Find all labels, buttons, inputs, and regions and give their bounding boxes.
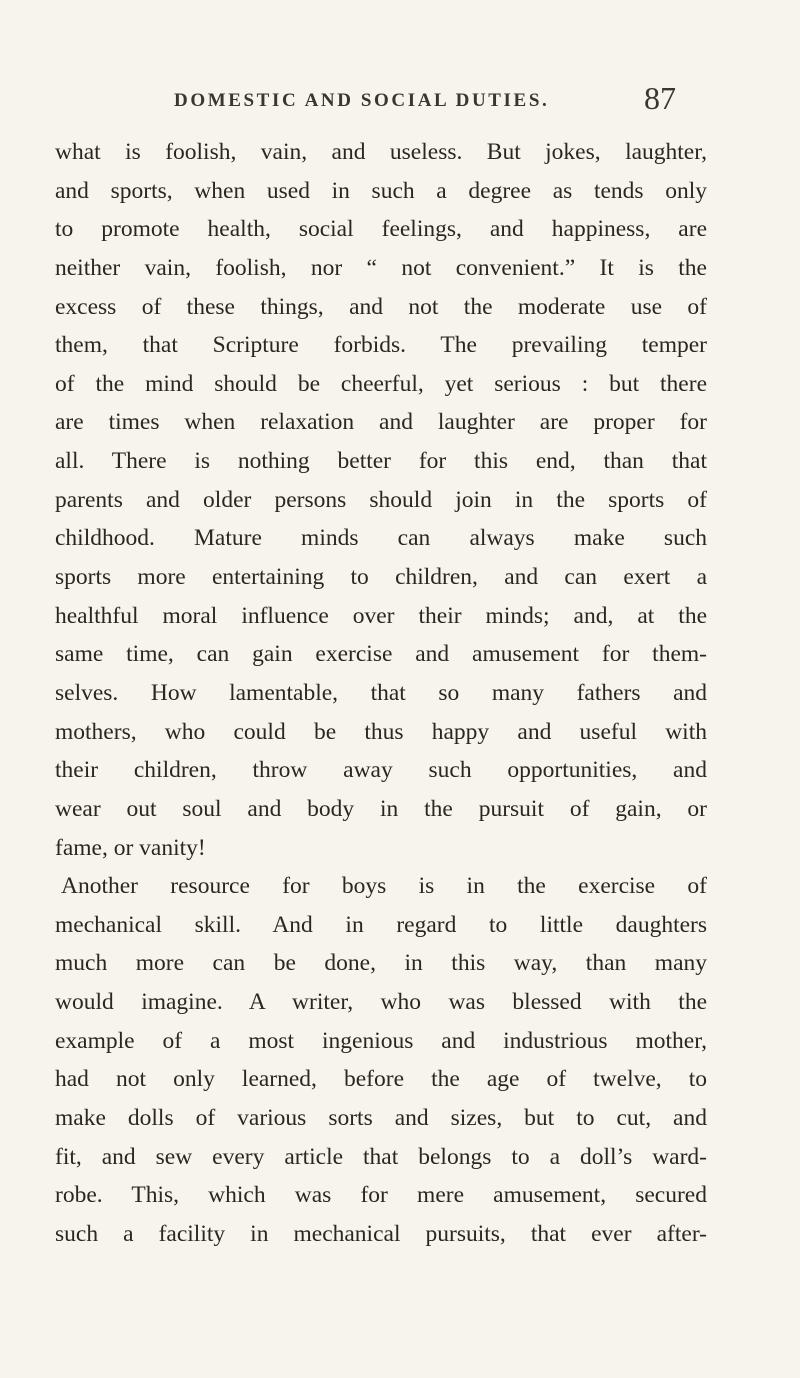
- text-line: parents and older persons should join in the sports of: [55, 486, 707, 513]
- running-title: DOMESTIC AND SOCIAL DUTIES.: [174, 90, 550, 111]
- text-line: fit, and sew every article that belongs to a doll’s ward-: [55, 1143, 707, 1170]
- text-line: what is foolish, vain, and useless. But jokes, laughter,: [55, 139, 707, 165]
- text-line: mechanical skill. And in regard to little daughters: [55, 911, 707, 938]
- text-line: make dolls of various sorts and sizes, but to cut, and: [55, 1105, 707, 1132]
- text-line: all. There is nothing better for this end, than that: [55, 448, 707, 475]
- text-line: their children, throw away such opportunities, and: [55, 757, 707, 784]
- running-head: [0, 80, 800, 120]
- text-line: and sports, when used in such a degree as tends only: [55, 177, 707, 204]
- text-line: would imagine. A writer, who was blessed with the: [55, 989, 707, 1016]
- text-line: much more can be done, in this way, than many: [55, 950, 707, 977]
- text-line: robe. This, which was for mere amusement, secured: [55, 1182, 707, 1209]
- text-line: them, that Scripture forbids. The prevailing temper: [55, 332, 707, 359]
- text-line: wear out soul and body in the pursuit of gain, or: [55, 795, 707, 822]
- text-line: same time, can gain exercise and amusement for them-: [55, 641, 707, 668]
- text-line: sports more entertaining to children, and can exert a: [55, 564, 707, 591]
- paragraph-start-line: Another resource for boys is in the exercise of: [61, 873, 707, 900]
- text-line: selves. How lamentable, that so many fathers and: [55, 679, 707, 706]
- text-line: childhood. Mature minds can always make such: [55, 525, 707, 552]
- page-number: 87: [644, 80, 676, 116]
- text-line: healthful moral influence over their minds; and, at the: [55, 602, 707, 629]
- text-line: are times when relaxation and laughter are proper for: [55, 409, 707, 436]
- text-line: neither vain, foolish, nor “ not convenient.” It is the: [55, 254, 707, 281]
- text-line: to promote health, social feelings, and happiness, are: [55, 216, 707, 243]
- text-line: of the mind should be cheerful, yet serious : but there: [55, 370, 707, 397]
- body-text: [55, 133, 707, 1254]
- text-line: had not only learned, before the age of twelve, to: [55, 1066, 707, 1093]
- text-line: such a facility in mechanical pursuits, that ever after-: [55, 1220, 707, 1247]
- paragraph-end-line: fame, or vanity!: [55, 834, 206, 861]
- text-line: excess of these things, and not the moderate use of: [55, 293, 707, 320]
- text-line: mothers, who could be thus happy and useful with: [55, 718, 707, 745]
- text-line: example of a most ingenious and industrious mother,: [55, 1027, 707, 1054]
